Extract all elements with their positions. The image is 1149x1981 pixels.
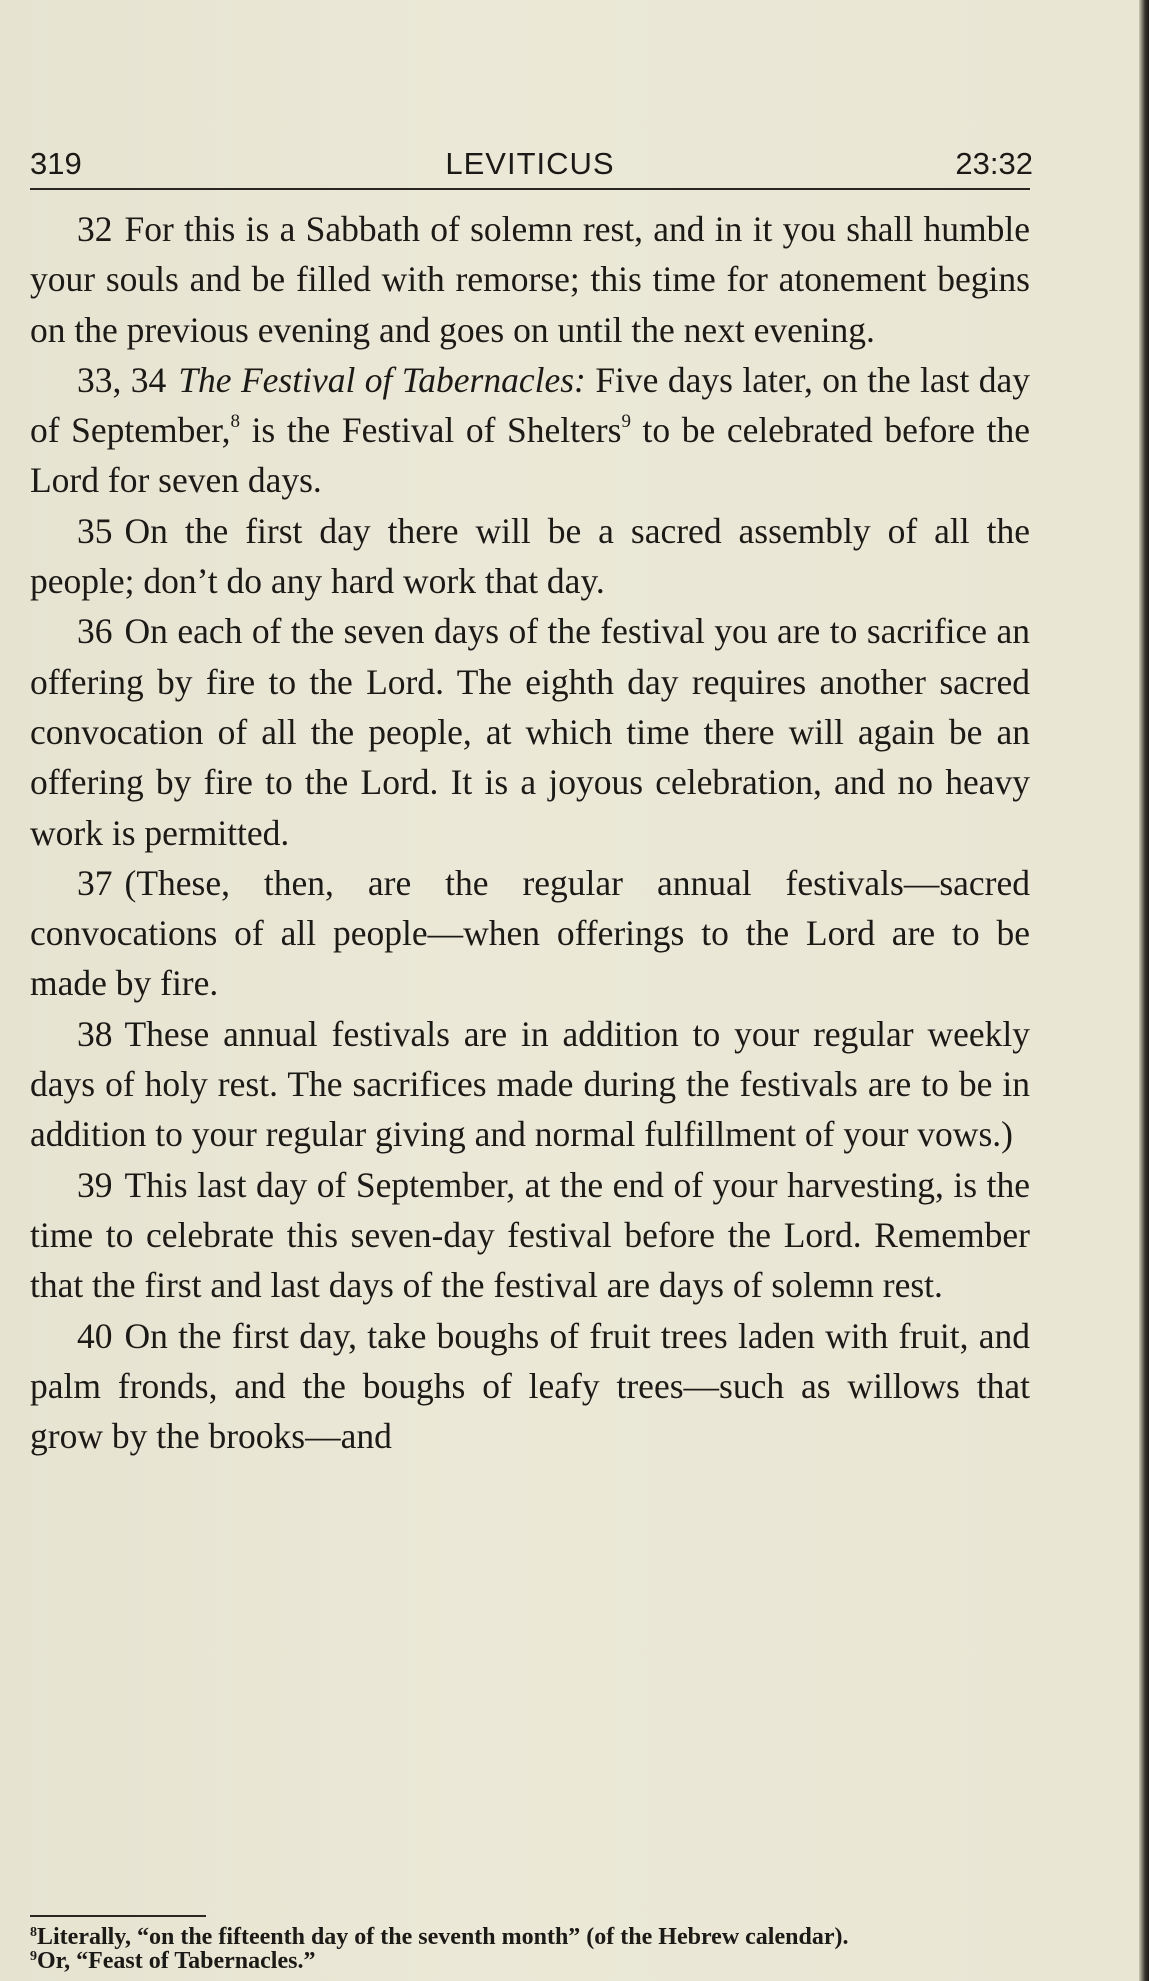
verse-number: 36 xyxy=(77,611,113,652)
verse-number: 33, 34 xyxy=(77,359,167,400)
verse-text: For this is a Sabbath of solemn rest, and in it you shall humble your souls and be filled with remorse; this time for atonement begins on the previous evening and goes on until the next evening. xyxy=(30,209,1030,350)
footnote-rule xyxy=(30,1915,206,1917)
verse-text: to be celebrated before the Lord for seven days. xyxy=(30,410,1030,501)
verse-39 xyxy=(30,1160,1030,1311)
verse-38 xyxy=(30,1009,1030,1160)
verse-text: On the first day, take boughs of fruit trees laden with fruit, and palm fronds, and the boughs of leafy trees—such as willows that grow by the brooks—and xyxy=(30,1315,1030,1457)
verse-text: On each of the seven days of the festival you are to sacrifice an offering by fire to the Lord. The eighth day requires another sacred convocation of all the people, at which time there will again be an offering by fire to the Lord. It is a joyous celebration, and no heavy work is permitted. xyxy=(30,611,1030,853)
verse-number: 40 xyxy=(77,1315,113,1356)
footnote-8 xyxy=(30,1925,1030,1949)
verse-text: On the first day there will be a sacred assembly of all the people; don’t do any hard work that day. xyxy=(30,510,1030,602)
footnote-mark: 8 xyxy=(30,1925,37,1940)
verse-text: This last day of September, at the end of your harvesting, is the time to celebrate this seven-day festival before the Lord. Remember that the first and last days of the festival are days of solemn rest. xyxy=(30,1164,1030,1306)
verse-37 xyxy=(30,858,1030,1009)
verse-number: 32 xyxy=(77,209,113,249)
verse-number: 37 xyxy=(77,862,113,903)
running-header xyxy=(30,142,1033,186)
footnotes xyxy=(30,1925,1030,1973)
page-edge-shadow xyxy=(1139,0,1149,1981)
verse-32 xyxy=(30,204,1030,355)
verse-number: 39 xyxy=(77,1164,113,1205)
verse-text: These annual festivals are in addition to your regular weekly days of holy rest. The sacrifices made during the festivals are to be in addition to your regular giving and normal fulfillment of your vows.) xyxy=(30,1013,1030,1155)
footnote-9 xyxy=(30,1949,1030,1973)
verse-33-34 xyxy=(30,355,1030,506)
footnote-marker: 9 xyxy=(621,411,631,433)
chapter-verse-reference: 23:32 xyxy=(955,146,1033,181)
verse-text: Five days later, on the last day of September, xyxy=(30,359,1031,451)
footnote-mark: 9 xyxy=(30,1949,37,1964)
verse-35 xyxy=(30,506,1030,607)
header-rule xyxy=(30,188,1030,190)
verse-text: is the Festival of Shelters xyxy=(239,410,622,451)
verse-36 xyxy=(30,606,1030,857)
footnote-text: Literally, “on the fifteenth day of the seventh month” (of the Hebrew calendar). xyxy=(37,1924,849,1950)
verse-40 xyxy=(30,1311,1030,1462)
verse-text: (These, then, are the regular annual festivals—sacred convocations of all people—when offerings to the Lord are to be made by fire. xyxy=(30,862,1030,1004)
page-body xyxy=(30,204,1030,1461)
section-heading: The Festival of Tabernacles: xyxy=(178,359,586,400)
page-number: 319 xyxy=(30,146,82,181)
footnote-text: Or, “Feast of Tabernacles.” xyxy=(37,1948,316,1974)
verse-number: 38 xyxy=(77,1013,113,1054)
footnote-marker: 8 xyxy=(230,411,240,433)
verse-number: 35 xyxy=(77,510,113,551)
book-title: LEVITICUS xyxy=(445,146,615,181)
